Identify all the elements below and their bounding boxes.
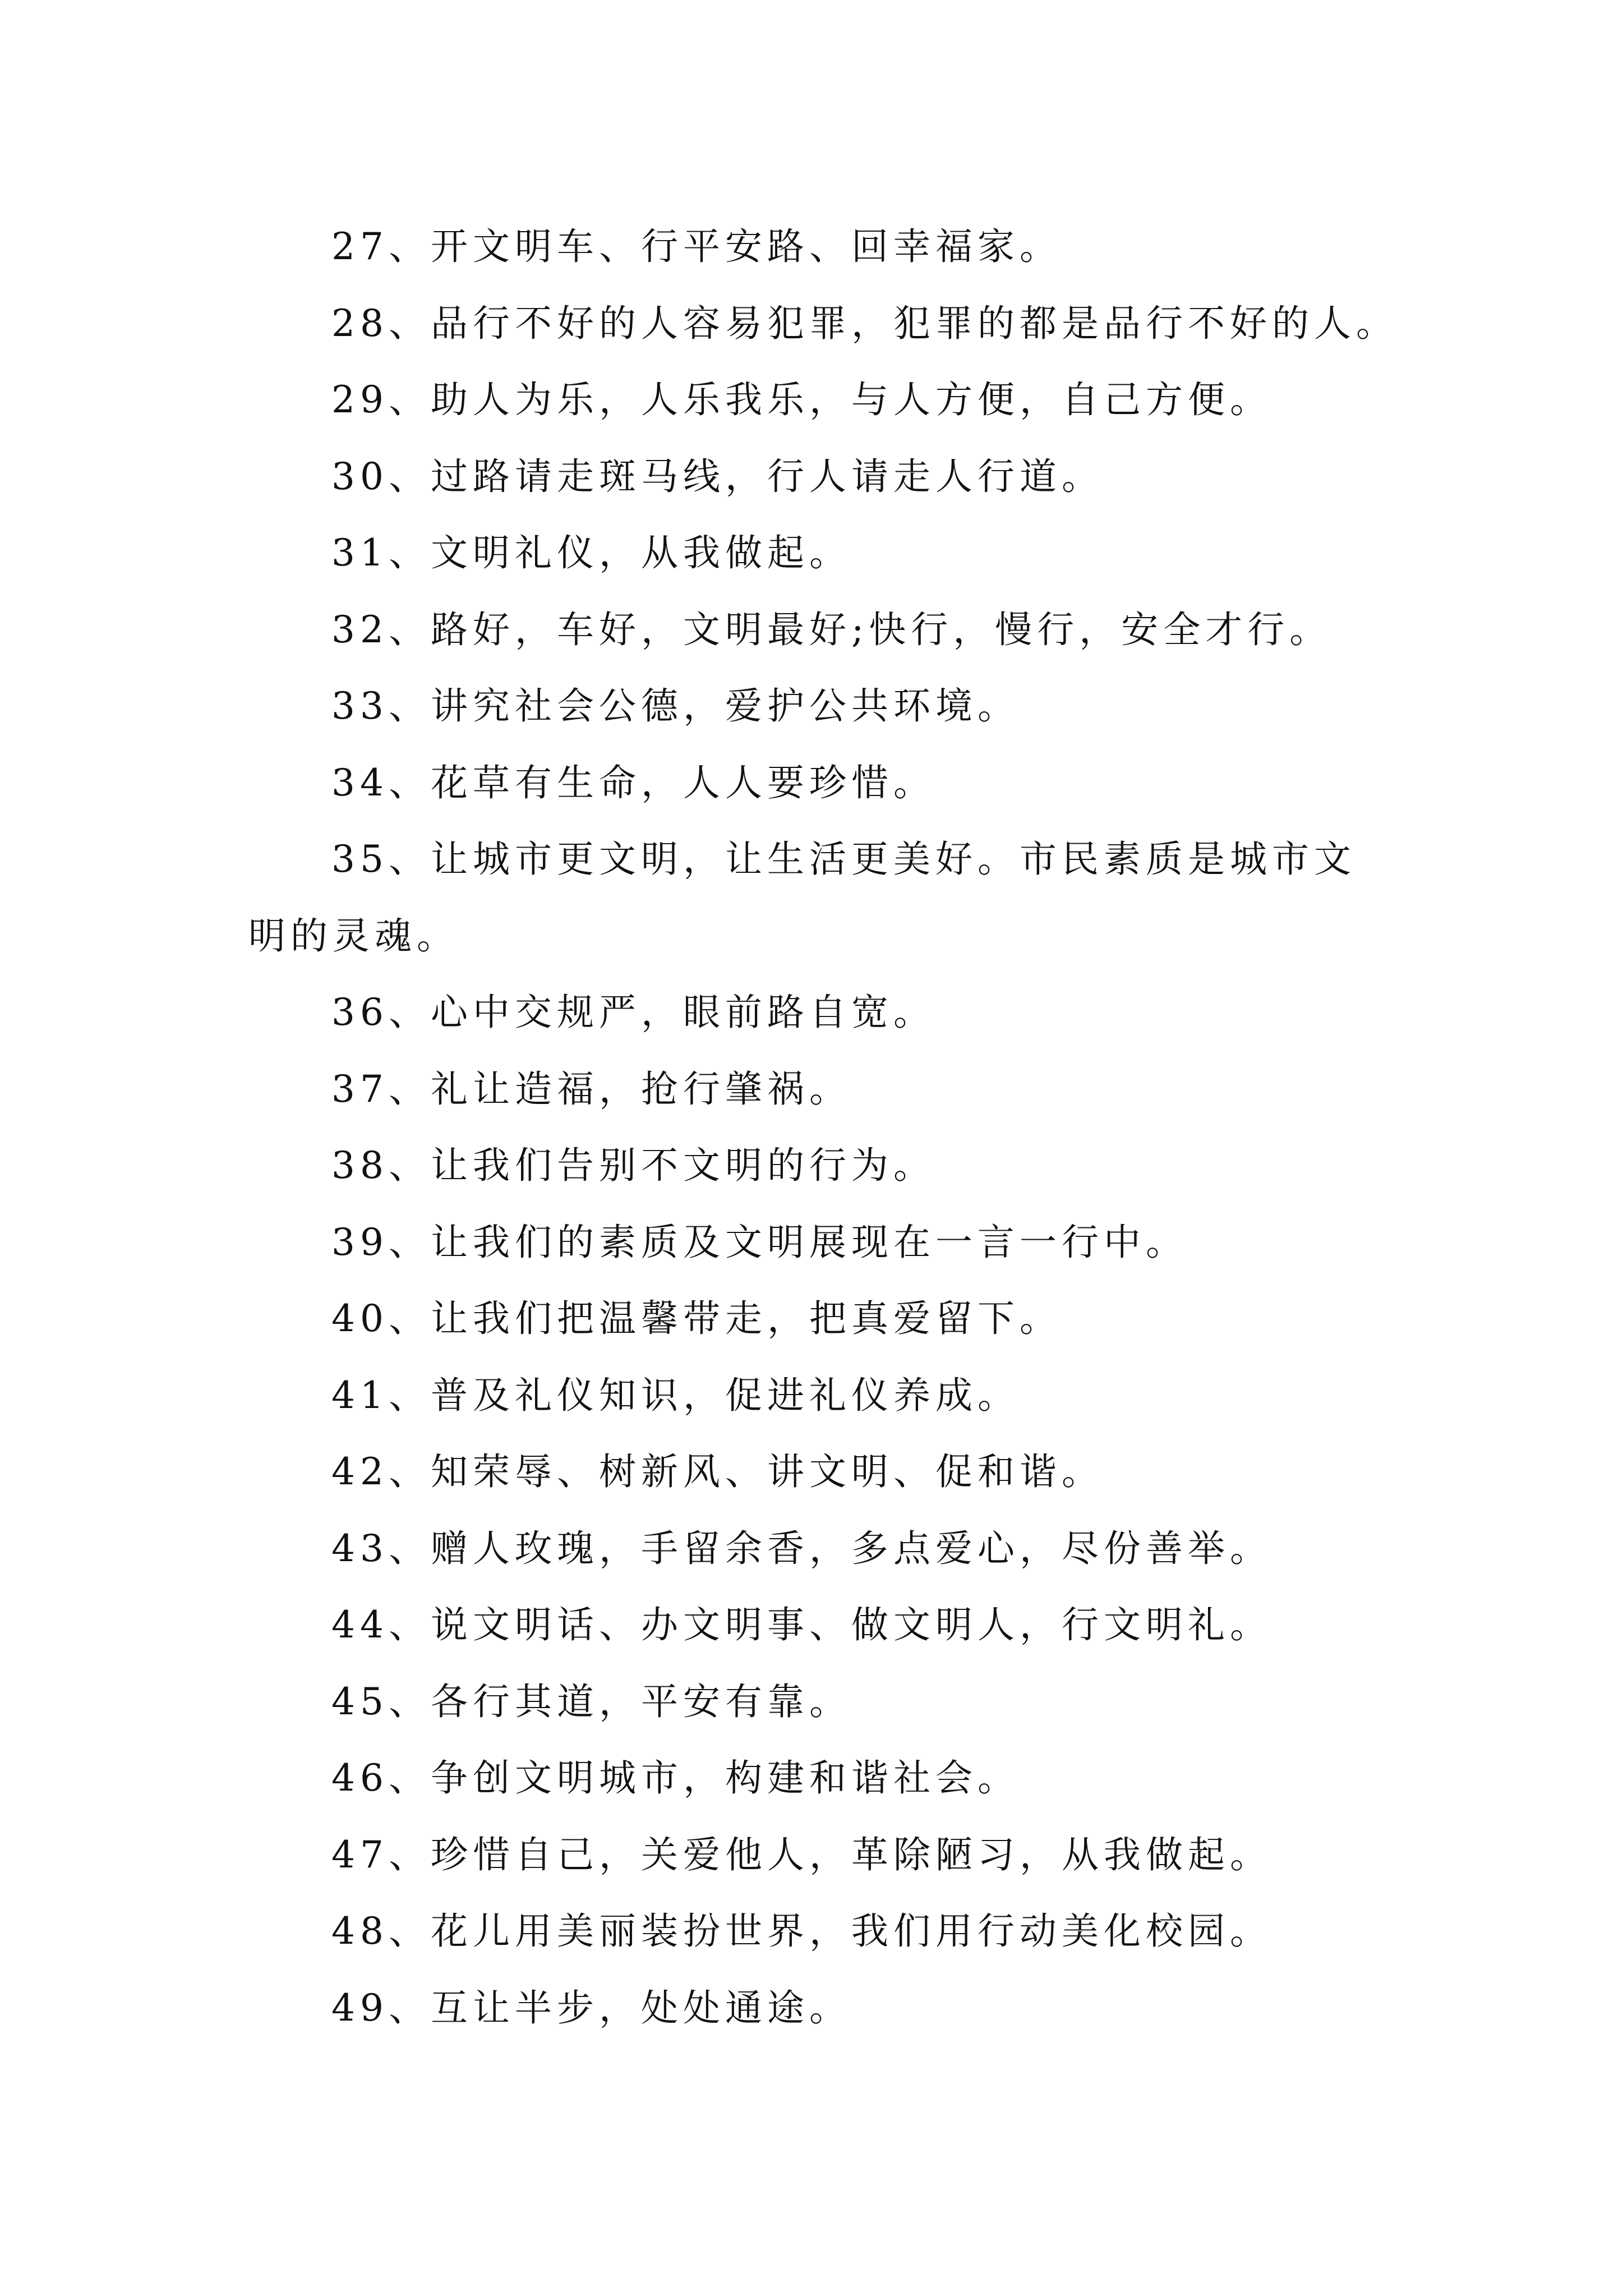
slogan-line: 43、赠人玫瑰，手留余香，多点爱心，尽份善举。 xyxy=(331,1526,1272,1570)
slogan-line: 30、过路请走斑马线，行人请走人行道。 xyxy=(331,454,1104,498)
document-body xyxy=(248,209,1398,2046)
slogan-line: 32、路好，车好，文明最好;快行，慢行，安全才行。 xyxy=(331,608,1332,651)
slogan-line: 40、让我们把温馨带走，把真爱留下。 xyxy=(331,1297,1062,1340)
slogan-line: 33、讲究社会公德，爱护公共环境。 xyxy=(331,684,1020,728)
slogan-line: 31、文明礼仪，从我做起。 xyxy=(331,531,851,574)
slogan-line: 34、花草有生命，人人要珍惜。 xyxy=(331,761,935,804)
slogan-line: 36、心中交规严，眼前路自宽。 xyxy=(331,991,935,1034)
slogan-line-continuation: 明的灵魂。 xyxy=(248,914,459,958)
slogan-line: 46、争创文明城市，构建和谐社会。 xyxy=(331,1756,1020,1800)
slogan-line: 28、品行不好的人容易犯罪，犯罪的都是品行不好的人。 xyxy=(331,301,1398,345)
slogan-line: 27、开文明车、行平安路、回幸福家。 xyxy=(331,225,1062,268)
slogan-line: 37、礼让造福，抢行肇祸。 xyxy=(331,1067,851,1111)
slogan-line: 44、说文明话、办文明事、做文明人，行文明礼。 xyxy=(331,1603,1272,1646)
slogan-line: 48、花儿用美丽装扮世界，我们用行动美化校园。 xyxy=(331,1910,1272,1953)
slogan-line: 47、珍惜自己，关爱他人，革除陋习，从我做起。 xyxy=(331,1833,1272,1876)
slogan-line: 35、让城市更文明，让生活更美好。市民素质是城市文 xyxy=(331,838,1356,881)
slogan-line: 42、知荣辱、树新风、讲文明、促和谐。 xyxy=(331,1450,1104,1493)
slogan-line: 38、让我们告别不文明的行为。 xyxy=(331,1144,935,1187)
slogan-line: 29、助人为乐，人乐我乐，与人方便，自己方便。 xyxy=(331,378,1272,421)
slogan-line: 49、互让半步，处处通途。 xyxy=(331,1986,851,2030)
slogan-line: 39、让我们的素质及文明展现在一言一行中。 xyxy=(331,1220,1188,1264)
slogan-line: 41、普及礼仪知识，促进礼仪养成。 xyxy=(331,1373,1020,1417)
slogan-line: 45、各行其道，平安有靠。 xyxy=(331,1680,851,1723)
